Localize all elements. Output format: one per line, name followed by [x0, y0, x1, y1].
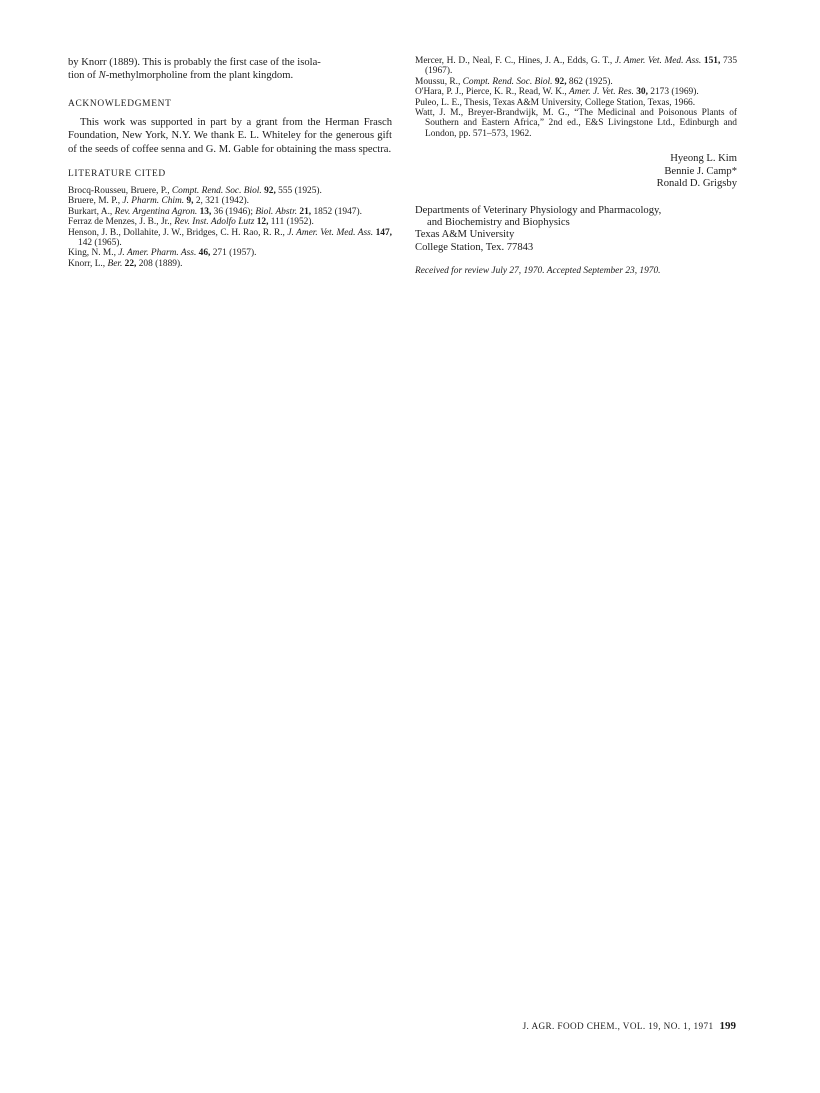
ref-journal: J. Pharm. Chim.	[122, 196, 185, 207]
page-number: 199	[719, 1020, 736, 1032]
ref-authors: Bruere, M. P.,	[68, 196, 123, 207]
ref-journal-2: Biol. Abstr.	[255, 206, 298, 217]
intro-line-2	[68, 69, 392, 82]
reference-item	[68, 207, 392, 217]
ref-authors: Henson, J. B., Dollahite, J. W., Bridges, C. H. Rao, R. R.,	[68, 227, 288, 238]
ref-journal: Amer. J. Vet. Res.	[569, 87, 634, 98]
ref-pages: 2, 321 (1942).	[193, 196, 249, 207]
ref-journal: Compt. Rend. Soc. Biol.	[171, 186, 262, 197]
intro-italic: N	[98, 70, 106, 82]
ref-journal: J. Amer. Vet. Med. Ass.	[287, 227, 374, 238]
author-name: Hyeong L. Kim	[670, 153, 737, 165]
ref-pages: 111 (1952).	[268, 217, 314, 228]
ref-authors: Brocq-Rousseu, Bruere, P.,	[68, 186, 172, 197]
author-name: Bennie J. Camp*	[664, 165, 737, 177]
reference-item	[68, 217, 392, 227]
reference-item	[68, 228, 392, 249]
affiliation-line: and Biochemistry and Biophysics	[427, 217, 570, 229]
ref-volume: 9,	[184, 196, 194, 207]
ref-volume-2: 21,	[297, 206, 312, 217]
ref-authors: Moussu, R.,	[415, 76, 463, 87]
reference-item	[415, 108, 737, 139]
intro-line-1: by Knorr (1889). This is probably the first case of the isola-	[68, 57, 321, 68]
ref-journal: Ber.	[107, 258, 123, 269]
ref-volume: 12,	[254, 217, 269, 228]
ref-pages: 735 (1967).	[425, 56, 738, 77]
page-footer	[470, 1020, 736, 1032]
ref-pages: 555 (1925).	[275, 186, 322, 197]
affiliation-line: Departments of Veterinary Physiology and Pharmacology,	[415, 205, 662, 217]
ref-volume: 147,	[373, 227, 392, 238]
reference-item	[68, 248, 392, 258]
ref-journal: J. Amer. Vet. Med. Ass.	[614, 56, 702, 66]
ref-pages-2: 1852 (1947).	[311, 206, 362, 217]
ref-journal: Rev. Argentina Agron.	[114, 206, 198, 217]
intro-paragraph	[68, 56, 392, 83]
ref-volume: 30,	[633, 87, 648, 98]
ref-authors: Knorr, L.,	[68, 258, 108, 269]
ref-authors: King, N. M.,	[68, 248, 119, 259]
ref-pages: 862 (1925).	[566, 76, 613, 87]
ref-pages: 271 (1957).	[210, 248, 257, 259]
ref-authors: Burkart, A.,	[68, 206, 115, 217]
reference-item	[68, 186, 392, 196]
ref-journal: Rev. Inst. Adolfo Lutz	[174, 217, 255, 228]
acknowledgment-text: This work was supported in part by a grant from the Herman Frasch Foundation, New York, N.Y. We thank E. L. Whiteley for the generous gift of the seeds of coffee senna and G. M. Gable for obtaining the mass spectra.	[68, 116, 392, 155]
reference-list-left	[68, 186, 392, 269]
reference-list-right	[415, 56, 737, 139]
ref-journal: J. Amer. Pharm. Ass.	[118, 248, 197, 259]
reference-item	[415, 77, 737, 87]
ref-text: Watt, J. M., Breyer-Brandwijk, M. G., “The Medicinal and Poisonous Plants of Southern and Eastern Africa,” 2nd ed., E&S Livingstone Ltd., Edinburgh and London, pp. 571–573, 1962.	[415, 108, 737, 139]
affiliation-line: Texas A&M University	[415, 229, 515, 241]
ref-volume: 13,	[197, 206, 212, 217]
ref-volume: 46,	[196, 248, 211, 259]
ref-authors: O'Hara, P. J., Pierce, K. R., Read, W. K.,	[415, 87, 570, 98]
ref-pages: 36 (1946);	[211, 206, 256, 217]
ref-volume: 92,	[552, 76, 567, 87]
intro-pre: tion of	[68, 70, 99, 82]
ref-authors: Ferraz de Menzes, J. B., Jr.,	[68, 217, 175, 228]
ref-pages: 2173 (1969).	[647, 87, 699, 98]
received-dates: Received for review July 27, 1970. Accepted September 23, 1970.	[415, 265, 661, 276]
ref-volume: 22,	[122, 258, 137, 269]
ref-pages: 208 (1889).	[136, 258, 183, 269]
intro-post: -methylmorpholine from the plant kingdom.	[105, 70, 294, 82]
affiliation-line: College Station, Tex. 77843	[415, 241, 534, 253]
reference-item	[415, 87, 737, 97]
affiliation	[415, 205, 737, 254]
ref-volume: 92,	[261, 186, 276, 197]
reference-item	[68, 259, 392, 269]
ref-authors: Mercer, H. D., Neal, F. C., Hines, J. A., Edds, G. T.,	[415, 56, 615, 66]
reference-item	[68, 196, 392, 206]
ref-journal: Compt. Rend. Soc. Biol.	[462, 76, 553, 87]
author-name: Ronald D. Grigsby	[656, 178, 737, 190]
journal-citation: J. AGR. FOOD CHEM., VOL. 19, NO. 1, 1971	[522, 1021, 714, 1031]
right-column	[415, 56, 737, 276]
author-list	[415, 153, 737, 191]
literature-heading: LITERATURE CITED	[68, 169, 166, 180]
ref-pages: 142 (1965).	[78, 238, 122, 249]
ref-text: Puleo, L. E., Thesis, Texas A&M University, College Station, Texas, 1966.	[415, 97, 696, 108]
acknowledgment-heading: ACKNOWLEDGMENT	[68, 98, 172, 109]
ref-volume: 151,	[701, 56, 721, 66]
reference-item	[415, 98, 737, 108]
reference-item	[415, 56, 737, 77]
left-column	[68, 56, 392, 269]
